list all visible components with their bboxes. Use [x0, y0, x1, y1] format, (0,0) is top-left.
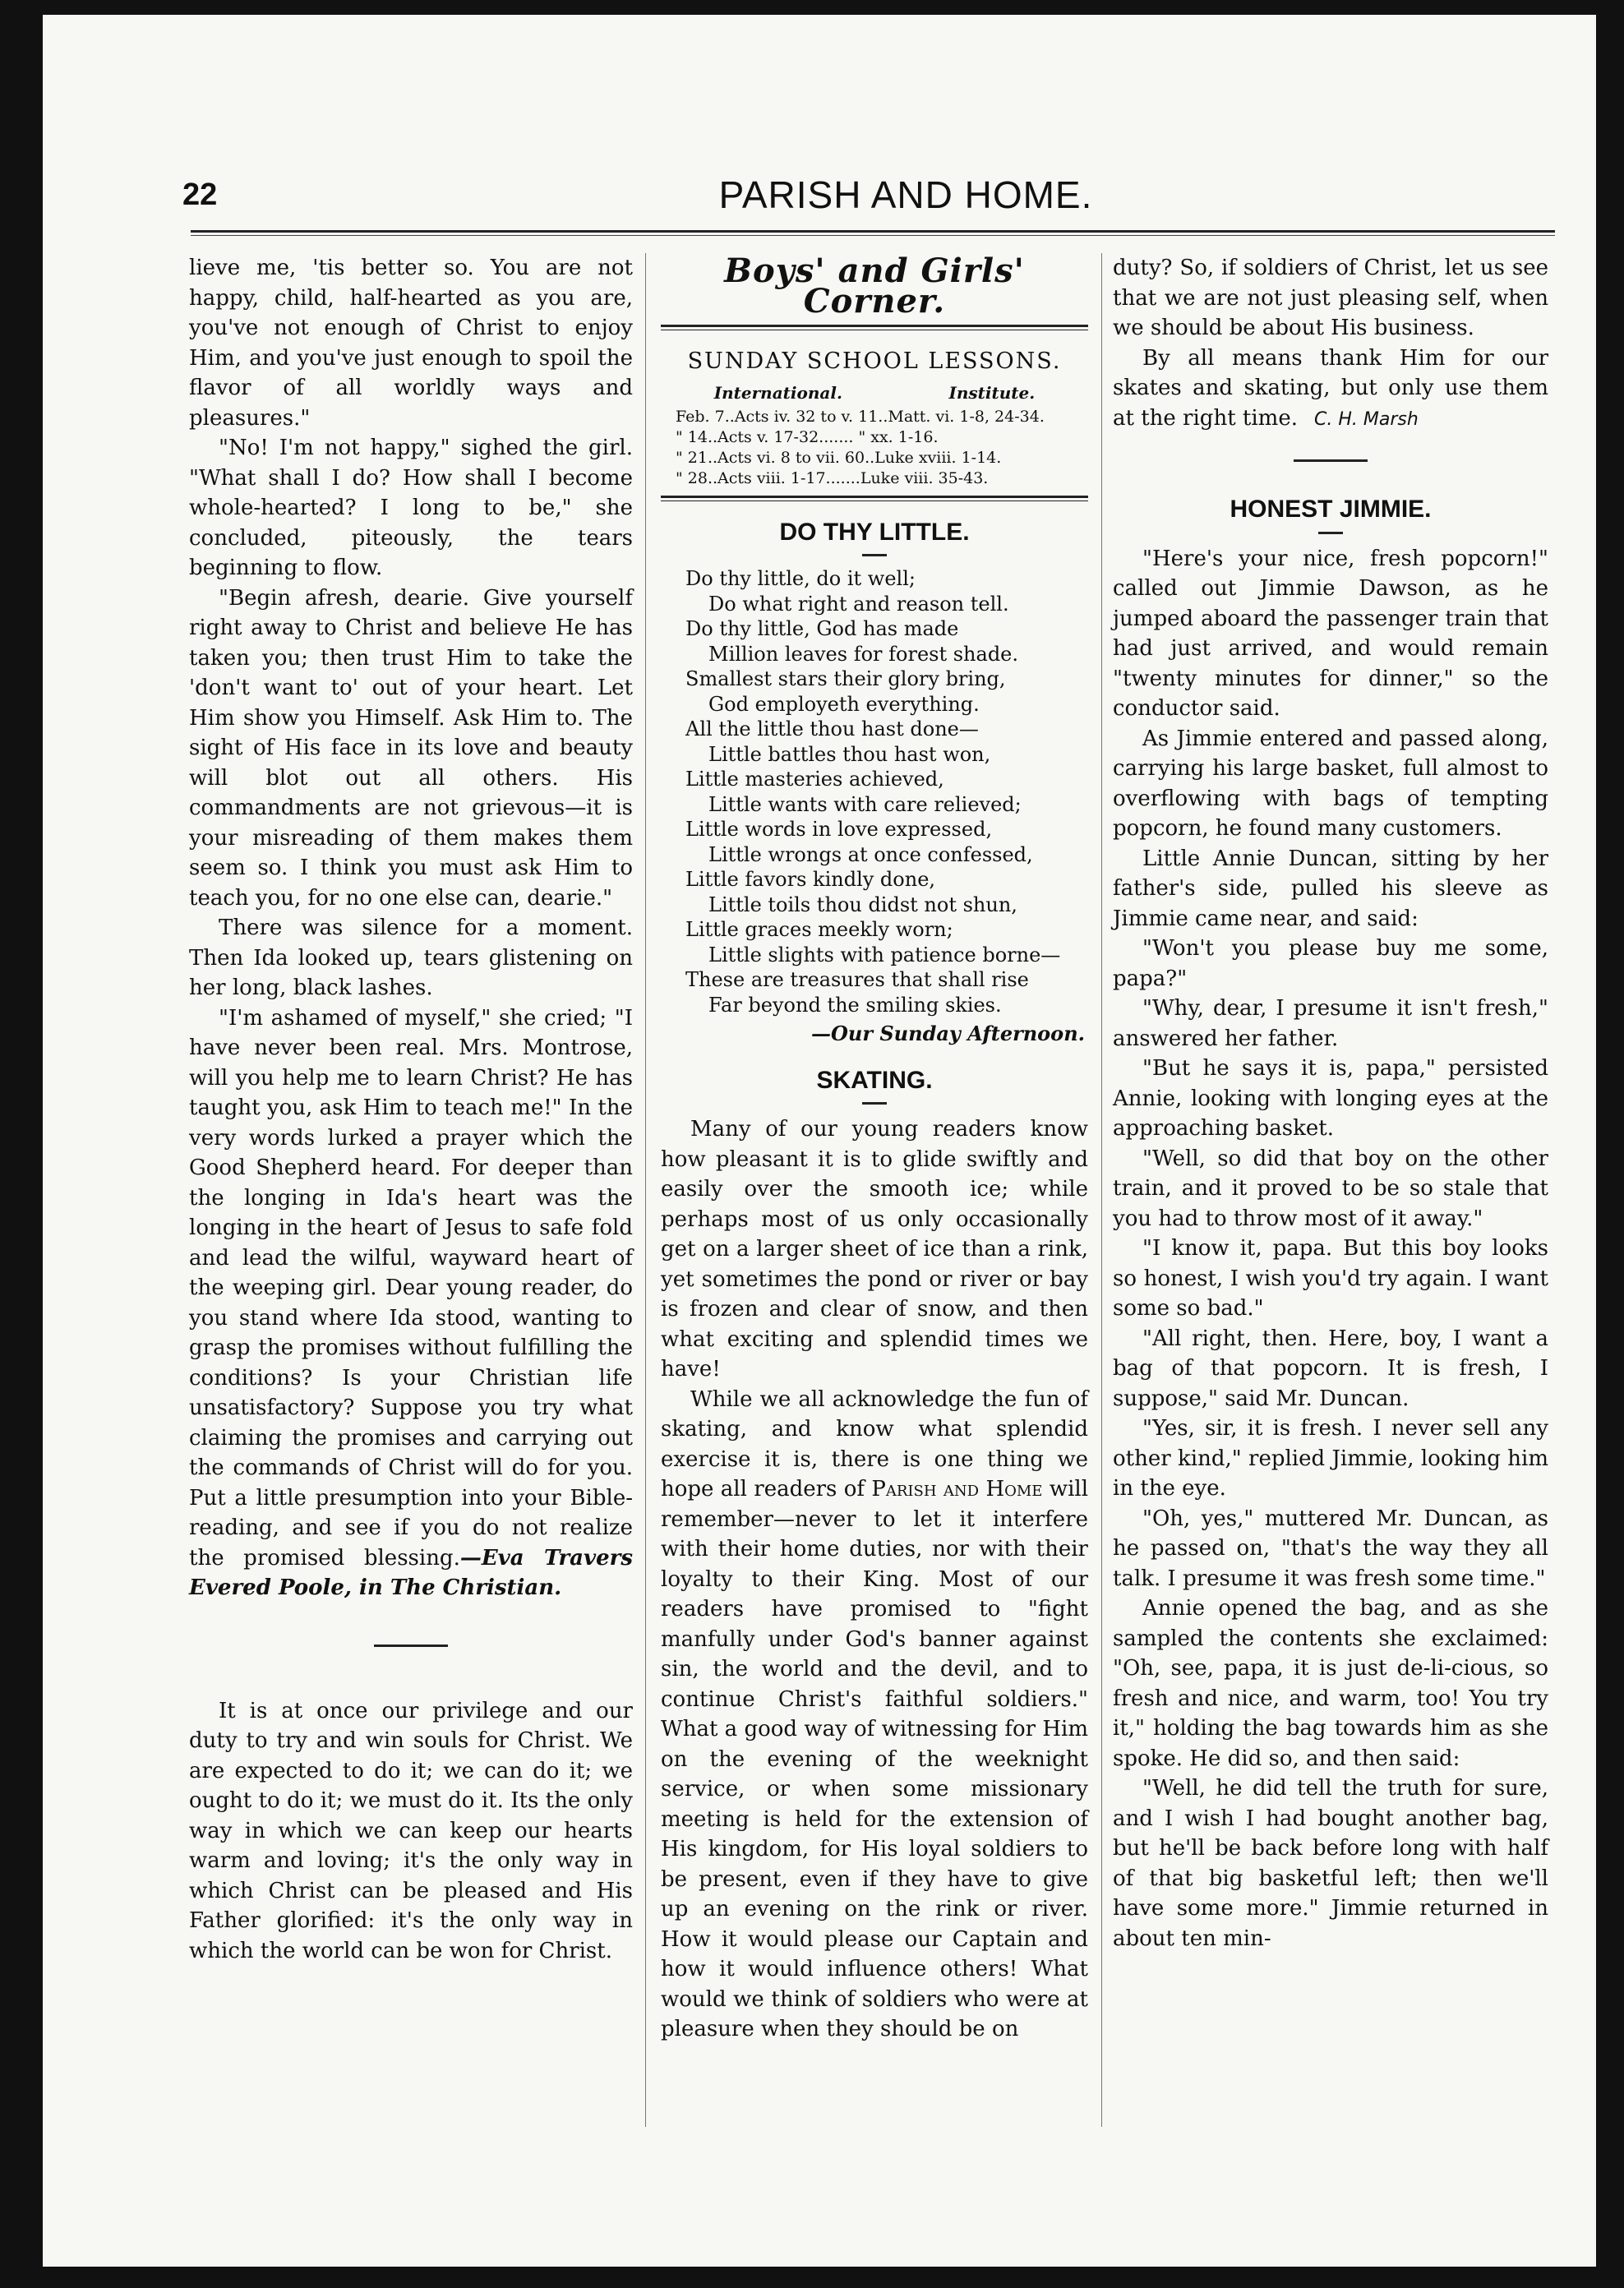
- heading-tick: [1318, 532, 1343, 534]
- paragraph: "Begin afresh, dearie. Give yourself right away to Christ and believe He has taken you; then trust Him to take the 'don't want to' out of your heart. Let Him show you Himself. Ask Him to. The sight of His face in its love and beauty will blot out all others. His commandments are not grievous—it is your misreading of them makes them seem so. I think you must ask Him to teach you, for no one else can, dearie.": [189, 585, 633, 911]
- poem-line: All the little thou hast done—: [685, 717, 979, 740]
- paragraph: "No! I'm not happy," sighed the girl. "What shall I do? How shall I become whole-hearted? I long to be," she concluded, piteously, the tears beginning to flow.: [189, 436, 633, 580]
- poem-line: Far beyond the smiling skies.: [708, 993, 1002, 1017]
- paragraph-text: "I'm ashamed of myself," she cried; "I have never been real. Mrs. Montrose, will you help me to learn Christ? He has taught you, ask Him to teach me!" In the very words lurked a prayer which the Good Shepherd heard. For deeper than the longing in Ida's heart was the longing in the heart of Jesus to safe fold and lead the wilful, wayward heart of the weeping girl. Dear young reader, do you stand where Ida stood, wanting to grasp the promises without fulfilling the conditions? Is your Christian life unsatisfactory? Suppose you try what claiming the promises and carrying out the commands of Christ will do for you. Put a little presumption into your Bible-reading, and see if you do not realize the promised blessing.: [189, 1005, 633, 1571]
- paragraph: Annie opened the bag, and as she sampled the contents she exclaimed: "Oh, see, papa, it is just de-li-cious, so fresh and nice, and warm, too! You try it," holding the bag towards him as she spoke. He did so, and then said:: [1113, 1596, 1548, 1771]
- paragraph: There was silence for a moment. Then Ida looked up, tears glistening on her long, black lashes.: [189, 916, 633, 1000]
- paragraph: "All right, then. Here, boy, I want a bag of that popcorn. It is fresh, I suppose," said Mr. Duncan.: [1113, 1326, 1548, 1411]
- poem-line: Do what right and reason tell.: [708, 592, 1009, 616]
- paragraph: Little Annie Duncan, sitting by her father's side, pulled his sleeve as Jimmie came near, and said:: [1113, 846, 1548, 931]
- paragraph: "Yes, sir, it is fresh. I never sell any other kind," replied Jimmie, looking him in the eye.: [1113, 1416, 1548, 1501]
- double-rule: [661, 325, 1088, 330]
- paragraph: [1113, 344, 1548, 436]
- column-2: [661, 253, 1088, 2045]
- institute-label: Institute.: [948, 382, 1036, 403]
- poem-line: Smallest stars their glory bring,: [685, 667, 1006, 690]
- poem-line: Do thy little, do it well;: [685, 567, 916, 590]
- double-rule: [661, 496, 1088, 501]
- poem-line: Little words in love expressed,: [685, 818, 993, 841]
- section-rule: [1294, 459, 1368, 462]
- lesson-row: " 28..Acts viii. 1-17.......Luke viii. 35-43.: [676, 468, 989, 487]
- poem-credit: —Our Sunday Afternoon.: [810, 1022, 1085, 1045]
- paragraph: "Here's your nice, fresh popcorn!" called out Jimmie Dawson, as he jumped aboard the passenger train that had just arrived, and would remain "twenty minutes for dinner," so the conductor said.: [1113, 546, 1548, 721]
- page-number: 22: [182, 178, 218, 212]
- running-title: PARISH AND HOME.: [718, 173, 1093, 216]
- paragraph: lieve me, 'tis better so. You are not happy, child, half-hearted as you are, you've not enough of Christ to enjoy Him, and you've just enough to spoil the flavor of all worldly ways and pleasures.": [189, 256, 633, 431]
- poem-line: Little graces meekly worn;: [685, 918, 953, 941]
- poem-line: God employeth everything.: [708, 692, 980, 716]
- paragraph-text: will remember—never to let it interfere with their home duties, nor with their loyalty to their King. Most of our readers have promised to "fight manfully under God's banner against sin, the world and the devil, and to continue Christ's faithful soldiers." What a good way of witnessing for Him on the evening of the weeknight service, or when some missionary meeting is held for the extension of His kingdom, for His loyal soldiers to be present, even if they have to give up an evening on the rink or river. How it would please our Captain and how it would influence others! What would we think of soldiers who were at pleasure when they should be on: [661, 1477, 1089, 2041]
- paragraph: "But he says it is, papa," persisted Annie, looking with longing eyes at the approaching basket.: [1113, 1056, 1548, 1141]
- poem-line: Little toils thou didst not shun,: [708, 893, 1017, 916]
- poem-heading: DO THY LITTLE.: [779, 518, 970, 546]
- poem-line: Little slights with patience borne—: [708, 943, 1061, 966]
- poem-line: Little wrongs at once confessed,: [708, 842, 1033, 866]
- poem-line: These are treasures that shall rise: [685, 968, 1029, 991]
- paragraph: "Well, he did tell the truth for sure, and I wish I had bought another bag, but he'll be back before long with half of that big basketful left; then we'll have some more." Jimmie returned in about ten min-: [1113, 1776, 1548, 1951]
- corner-title: Boys' and Girls' Corner.: [724, 251, 1025, 321]
- poem-line: Little wants with care relieved;: [708, 792, 1022, 816]
- story-heading: HONEST JIMMIE.: [1230, 496, 1432, 523]
- section-rule: [374, 1644, 448, 1647]
- poem-line: Little battles thou hast won,: [708, 742, 991, 766]
- column-divider-1: [645, 253, 646, 2127]
- paragraph-text: By all means thank Him for our skates and skating, but only use them at the right time.: [1113, 345, 1548, 431]
- paragraph: duty? So, if soldiers of Christ, let us see that we are not just pleasing self, when we should be about His business.: [1113, 256, 1548, 340]
- paragraph: "Won't you please buy me some, papa?": [1113, 936, 1548, 991]
- heading-tick: [862, 554, 887, 556]
- publication-name: Parish and Home: [871, 1477, 1043, 1502]
- heading-tick: [862, 1102, 887, 1105]
- column-divider-2: [1101, 253, 1102, 2127]
- column-1: [189, 253, 633, 1966]
- page: [43, 15, 1596, 2267]
- paragraph: As Jimmie entered and passed along, carrying his large basket, full almost to overflowing with bags of tempting popcorn, he found many customers.: [1113, 726, 1548, 841]
- column-3: [1113, 253, 1548, 1954]
- poem-line: Million leaves for forest shade.: [708, 642, 1019, 666]
- poem-line: Little masteries achieved,: [685, 768, 944, 791]
- sunday-school-heading: SUNDAY SCHOOL LESSONS.: [687, 348, 1062, 374]
- lesson-row: " 21..Acts vi. 8 to vii. 60..Luke xviii. 1-14.: [676, 448, 1002, 467]
- paragraph-text: While we all acknowledge the fun of skating, and know what splendid exercise it is, there is one thing we hope all readers of: [661, 1386, 1088, 1502]
- poem-line: Little favors kindly done,: [685, 868, 936, 891]
- lessons-subheads: [661, 382, 1088, 404]
- paragraph: [661, 1385, 1088, 2045]
- lesson-row: Feb. 7..Acts iv. 32 to v. 11..Matt. vi. 1-8, 24-34.: [676, 407, 1045, 426]
- closing-paragraph: It is at once our privilege and our duty to try and win souls for Christ. We are expected to do it; we can do it; we ought to do it; we must do it. Its the only way in which we can keep our hearts warm and loving; it's the only way in which Christ can be pleased and His Father glorified: it's the only way in which the world can be won for Christ.: [189, 1698, 633, 1963]
- poem-line: Do thy little, God has made: [685, 617, 959, 640]
- header-rule: [191, 230, 1555, 233]
- paragraph: "Why, dear, I presume it isn't fresh," answered her father.: [1113, 996, 1548, 1051]
- poem: [661, 566, 1088, 1017]
- paragraph: "I know it, papa. But this boy looks so honest, I wish you'd try again. I want some so bad.": [1113, 1236, 1548, 1321]
- skating-heading: SKATING.: [816, 1066, 933, 1094]
- paragraph: "Oh, yes," muttered Mr. Duncan, as he passed on, "that's the way they all talk. I presume it was fresh some time.": [1113, 1506, 1548, 1591]
- author-signature: C. H. Marsh: [1313, 408, 1419, 430]
- paragraph: [189, 1003, 633, 1603]
- header-rule-thin: [191, 235, 1555, 236]
- paragraph: "Well, so did that boy on the other train, and it proved to be so stale that you had to throw most of it away.": [1113, 1146, 1548, 1231]
- lesson-row: " 14..Acts v. 17-32....... " xx. 1-16.: [676, 427, 939, 446]
- article-credit: —Eva Travers Evered Poole, in The Christian.: [189, 1545, 634, 1600]
- international-label: International.: [713, 382, 842, 403]
- paragraph: Many of our young readers know how pleasant it is to glide swiftly and easily over the smooth ice; while perhaps most of us only occasionally get on a larger sheet of ice than a rink, yet sometimes the pond or river or bay is frozen and clear of snow, and then what exciting and splendid times we have!: [661, 1117, 1088, 1382]
